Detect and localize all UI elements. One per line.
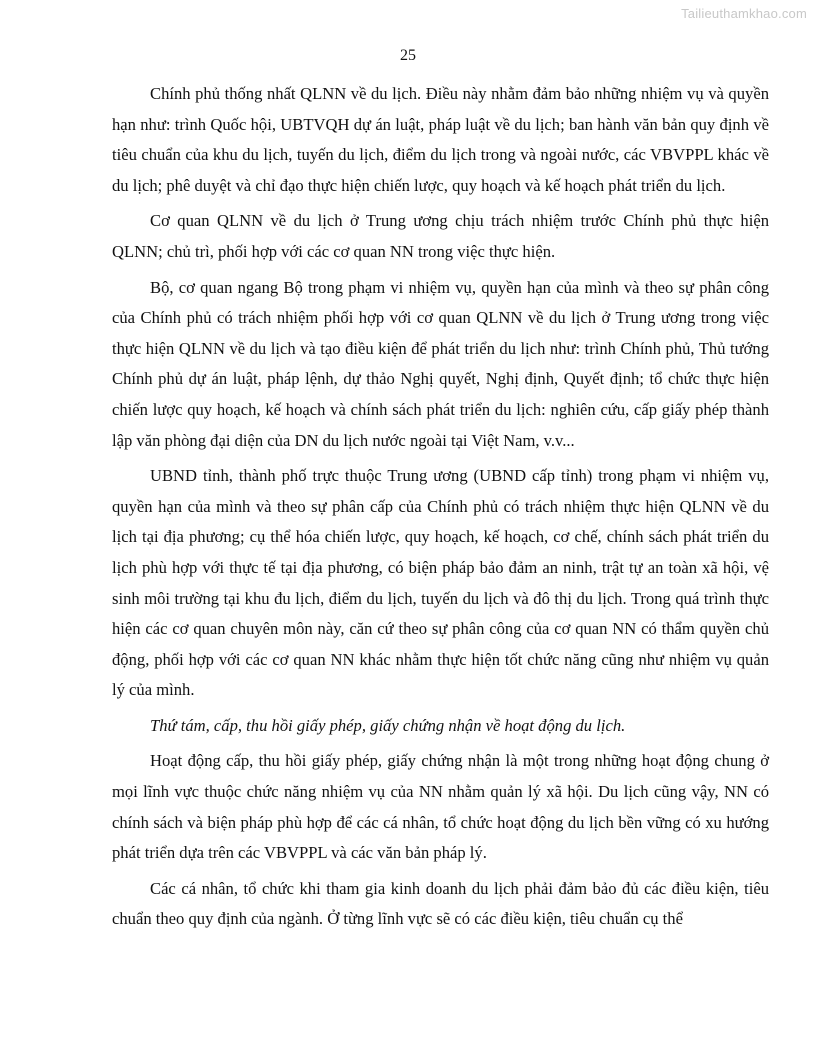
paragraph: UBND tỉnh, thành phố trực thuộc Trung ương (UBND cấp tỉnh) trong phạm vi nhiệm vụ, quyền hạn của mình và theo sự phân cấp của Chính phủ có trách nhiệm thực hiện QLNN về du lịch tại địa phương; cụ thể hóa chiến lược, quy hoạch, kế hoạch, cơ chế, chính sách phát triển du lịch phù hợp với thực tế tại địa phương, có biện pháp bảo đảm an ninh, trật tự an toàn xã hội, vệ sinh môi trường tại khu đu lịch, điểm du lịch, tuyến du lịch và đô thị du lịch. Trong quá trình thực hiện các cơ quan chuyên môn này, căn cứ theo sự phân công của cơ quan NN có thẩm quyền chủ động, phối hợp với các cơ quan NN khác nhằm thực hiện tốt chức năng cũng như nhiệm vụ quản lý của mình. (112, 466, 769, 700)
paragraph: Chính phủ thống nhất QLNN về du lịch. Điều này nhằm đảm bảo những nhiệm vụ và quyền hạn như: trình Quốc hội, UBTVQH dự án luật, pháp luật về du lịch; ban hành văn bản quy định về tiêu chuẩn của khu du lịch, tuyến du lịch, điểm du lịch trong và ngoài nước, các VBVPPL khác về du lịch; phê duyệt và chỉ đạo thực hiện chiến lược, quy hoạch và kế hoạch phát triển du lịch. (112, 84, 769, 195)
paragraph: Bộ, cơ quan ngang Bộ trong phạm vi nhiệm vụ, quyền hạn của mình và theo sự phân công của Chính phủ có trách nhiệm phối hợp với cơ quan QLNN về du lịch ở Trung ương trong việc thực hiện QLNN về du lịch và tạo điều kiện để phát triển du lịch như: trình Chính phủ, Thủ tướng Chính phủ dự án luật, pháp lệnh, dự thảo Nghị quyết, Nghị định, Quyết định; tổ chức thực hiện chiến lược quy hoạch, kế hoạch và chính sách phát triển du lịch: nghiên cứu, cấp giấy phép thành lập văn phòng đại diện của DN du lịch nước ngoài tại Việt Nam, v.v... (112, 277, 769, 450)
watermark: Tailieuthamkhao.com (681, 6, 807, 21)
section-heading: Thứ tám, cấp, thu hồi giấy phép, giấy chứng nhận về hoạt động du lịch. (150, 715, 626, 735)
paragraph: Cơ quan QLNN về du lịch ở Trung ương chịu trách nhiệm trước Chính phủ thực hiện QLNN; chủ trì, phối hợp với các cơ quan NN trong việc thực hiện. (112, 211, 769, 261)
paragraph: Các cá nhân, tổ chức khi tham gia kinh doanh du lịch phải đảm bảo đủ các điều kiện, tiêu chuẩn theo quy định của ngành. Ở từng lĩnh vực sẽ có các điều kiện, tiêu chuẩn cụ thể (112, 878, 769, 929)
paragraph: Hoạt động cấp, thu hồi giấy phép, giấy chứng nhận là một trong những hoạt động chung ở mọi lĩnh vực thuộc chức năng nhiệm vụ của NN nhằm quản lý xã hội. Du lịch cũng vậy, NN có chính sách và biện pháp phù hợp để các cá nhân, tổ chức hoạt động du lịch bền vững có xu hướng phát triển dựa trên các VBVPPL và các văn bản pháp lý. (112, 751, 769, 863)
page-number: 25 (400, 47, 416, 64)
document-body (112, 79, 769, 940)
